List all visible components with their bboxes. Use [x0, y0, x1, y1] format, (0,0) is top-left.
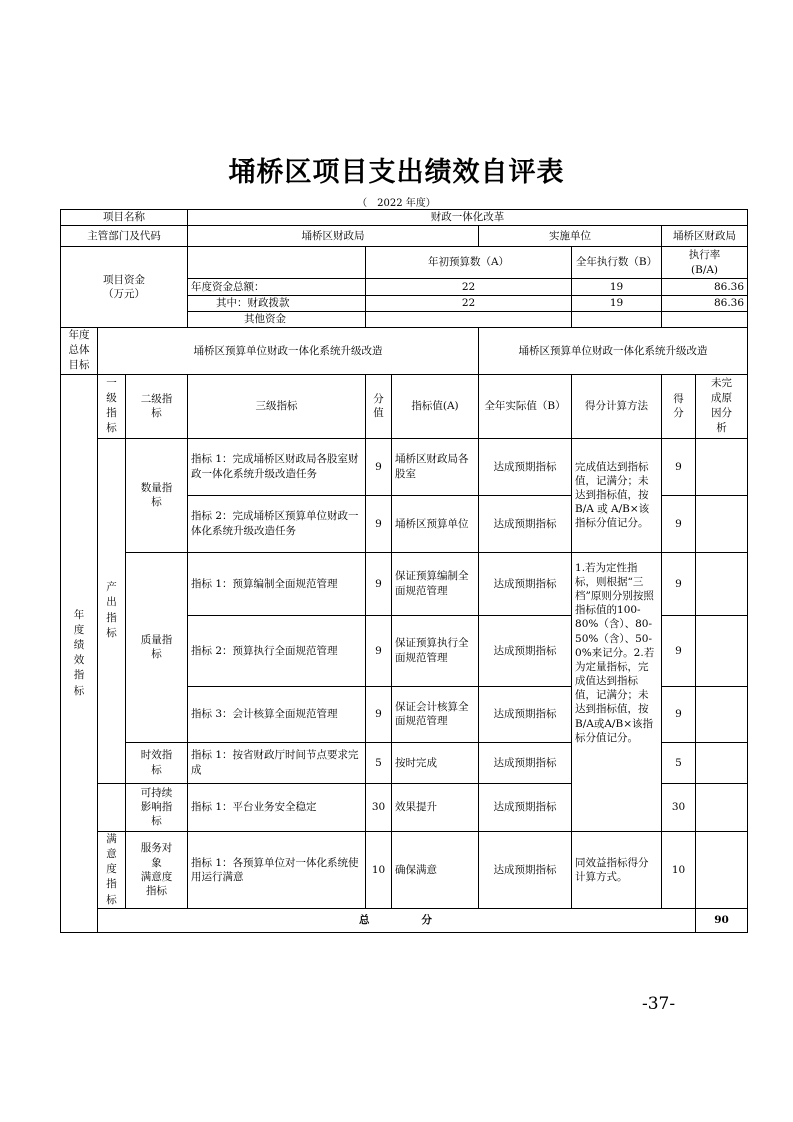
indicator-actual: 达成预期指标: [479, 783, 572, 831]
goal-row: [61, 328, 748, 375]
indicator-row: [61, 438, 748, 495]
funds-row-exec: [572, 312, 662, 328]
header-level2: 二级指 标: [126, 374, 188, 438]
indicator-weight: 9: [366, 686, 392, 742]
goal-label: 年度 总体 目标: [61, 328, 98, 375]
header-weight: 分 值: [366, 374, 392, 438]
indicator-reason: [696, 831, 748, 908]
impl-unit-value: 埇桥区财政局: [662, 226, 748, 247]
indicator-reason: [696, 742, 748, 783]
goal-planned: 埇桥区预算单位财政一体化系统升级改造: [98, 328, 479, 375]
funds-row-label: 其他资金: [188, 312, 366, 328]
dept-value: 埇桥区财政局: [188, 226, 479, 247]
funds-head-budget: 年初预算数（A）: [366, 247, 572, 279]
indicator-reason: [696, 552, 748, 615]
method-quality: 1.若为定性指标，则根据“三档”原则分别按照指标值的100-80%（含）、80-50%（含）、50-0%来记分。2.若为定量指标，完成值达到指标值，记满分；未达到指标值，按B/A或A/B×该指标分值记分。: [572, 552, 662, 831]
year-line: （ 2022 年度）: [357, 198, 436, 209]
indicator-score: 10: [662, 831, 696, 908]
indicator-actual: 达成预期指标: [479, 615, 572, 686]
indicator-weight: 9: [366, 495, 392, 552]
indicator-reason: [696, 686, 748, 742]
service-indicator-label: 服务对 象 满意度 指标: [126, 831, 188, 908]
indicator-reason: [696, 783, 748, 831]
header-method: 得分计算方法: [572, 374, 662, 438]
funds-row-exec: 19: [572, 279, 662, 296]
header-score: 得 分: [662, 374, 696, 438]
header-reason: 未完 成原 因分 析: [696, 374, 748, 438]
indicator-target: 保证会计核算全面规范管理: [392, 686, 479, 742]
funds-head-rate-line2: (B/A): [691, 263, 719, 276]
indicator-actual: 达成预期指标: [479, 831, 572, 908]
indicator-name: 指标 2：预算执行全面规范管理: [188, 615, 366, 686]
header-level1: 一 级 指 标: [98, 374, 126, 438]
indicator-reason: [696, 615, 748, 686]
funds-row-rate: 86.36: [662, 279, 748, 296]
indicator-target: 保证预算编制全面规范管理: [392, 552, 479, 615]
indicator-weight: 5: [366, 742, 392, 783]
benefit-indicator-label: [98, 783, 126, 831]
indicator-target: 埇桥区财政局各股室: [392, 438, 479, 495]
impl-unit-label: 实施单位: [479, 226, 662, 247]
indicator-score: 9: [662, 495, 696, 552]
funds-row-rate: 86.36: [662, 296, 748, 312]
funds-row-exec: 19: [572, 296, 662, 312]
method-quantity: 完成值达到指标值，记满分；未达到指标值，按 B/A 或 A/B×该指标分值记分。: [572, 438, 662, 552]
indicator-weight: 9: [366, 552, 392, 615]
funds-row-label: 其中：财政拨款: [188, 296, 366, 312]
page-title: 埇桥区项目支出绩效自评表: [228, 157, 565, 188]
sustain-indicator-label: 可持续 影响指 标: [126, 783, 188, 831]
indicator-name: 指标 2：完成埇桥区预算单位财政一体化系统升级改造任务: [188, 495, 366, 552]
funds-label-line1: 项目资金: [103, 273, 145, 286]
dept-label: 主管部门及代码: [61, 226, 188, 247]
total-row: [61, 908, 748, 932]
satisfaction-indicator-label: 满 意 度 指 标: [98, 831, 126, 908]
header-level3: 三级指标: [188, 374, 366, 438]
funds-head-rate-line1: 执行率: [688, 249, 721, 262]
indicator-weight: 9: [366, 615, 392, 686]
indicator-reason: [696, 495, 748, 552]
total-score: 90: [696, 908, 748, 932]
funds-row-rate: [662, 312, 748, 328]
indicator-target: 效果提升: [392, 783, 479, 831]
indicator-row: [61, 552, 748, 615]
total-label: 总 分: [98, 908, 696, 932]
indicator-actual: 达成预期指标: [479, 438, 572, 495]
funds-row-budget: 22: [366, 296, 572, 312]
funds-head-rate: [662, 247, 748, 279]
funds-label: [61, 247, 188, 328]
funds-row-budget: 22: [366, 279, 572, 296]
funds-label-line2: （万元）: [103, 288, 145, 300]
indicator-target: 埇桥区预算单位: [392, 495, 479, 552]
indicator-name: 指标 3：会计核算全面规范管理: [188, 686, 366, 742]
output-indicator-label: 产 出 指 标: [98, 438, 126, 783]
dept-row: [61, 226, 748, 247]
evaluation-table: [60, 209, 748, 933]
indicator-reason: [696, 438, 748, 495]
funds-head-exec: 全年执行数（B）: [572, 247, 662, 279]
funds-empty-cell: [188, 247, 366, 279]
project-name-value: 财政一体化改革: [188, 210, 748, 226]
indicator-name: 指标 1：按省财政厅时间节点要求完成: [188, 742, 366, 783]
indicator-score: 9: [662, 686, 696, 742]
funds-row-label: 年度资金总额：: [188, 279, 366, 296]
indicator-target: 保证预算执行全面规范管理: [392, 615, 479, 686]
indicator-side-label: 年 度 绩 效 指 标: [61, 374, 98, 932]
indicator-actual: 达成预期指标: [479, 686, 572, 742]
indicator-row: [61, 831, 748, 908]
quantity-indicator-label: 数量指 标: [126, 438, 188, 552]
indicator-score: 5: [662, 742, 696, 783]
indicator-actual: 达成预期指标: [479, 495, 572, 552]
indicator-target: 按时完成: [392, 742, 479, 783]
header-target: 指标值(A): [392, 374, 479, 438]
project-row: [61, 210, 748, 226]
page-number: -37-: [642, 994, 676, 1014]
indicator-score: 9: [662, 552, 696, 615]
indicator-header-row: [61, 374, 748, 438]
timeliness-indicator-label: 时效指 标: [126, 742, 188, 783]
indicator-name: 指标 1：完成埇桥区财政局各股室财政一体化系统升级改造任务: [188, 438, 366, 495]
quality-indicator-label: 质量指 标: [126, 552, 188, 742]
indicator-score: 9: [662, 438, 696, 495]
project-name-label: 项目名称: [61, 210, 188, 226]
indicator-score: 9: [662, 615, 696, 686]
indicator-weight: 9: [366, 438, 392, 495]
indicator-target: 确保满意: [392, 831, 479, 908]
indicator-weight: 30: [366, 783, 392, 831]
indicator-weight: 10: [366, 831, 392, 908]
indicator-name: 指标 1：预算编制全面规范管理: [188, 552, 366, 615]
method-satisfaction: 同效益指标得分计算方式。: [572, 831, 662, 908]
funds-header-row: [61, 247, 748, 279]
indicator-name: 指标 1：平台业务安全稳定: [188, 783, 366, 831]
indicator-name: 指标 1：各预算单位对一体化系统使用运行满意: [188, 831, 366, 908]
funds-row-budget: [366, 312, 572, 328]
header-actual: 全年实际值（B）: [479, 374, 572, 438]
indicator-actual: 达成预期指标: [479, 742, 572, 783]
indicator-actual: 达成预期指标: [479, 552, 572, 615]
goal-actual: 埇桥区预算单位财政一体化系统升级改造: [479, 328, 748, 375]
indicator-score: 30: [662, 783, 696, 831]
